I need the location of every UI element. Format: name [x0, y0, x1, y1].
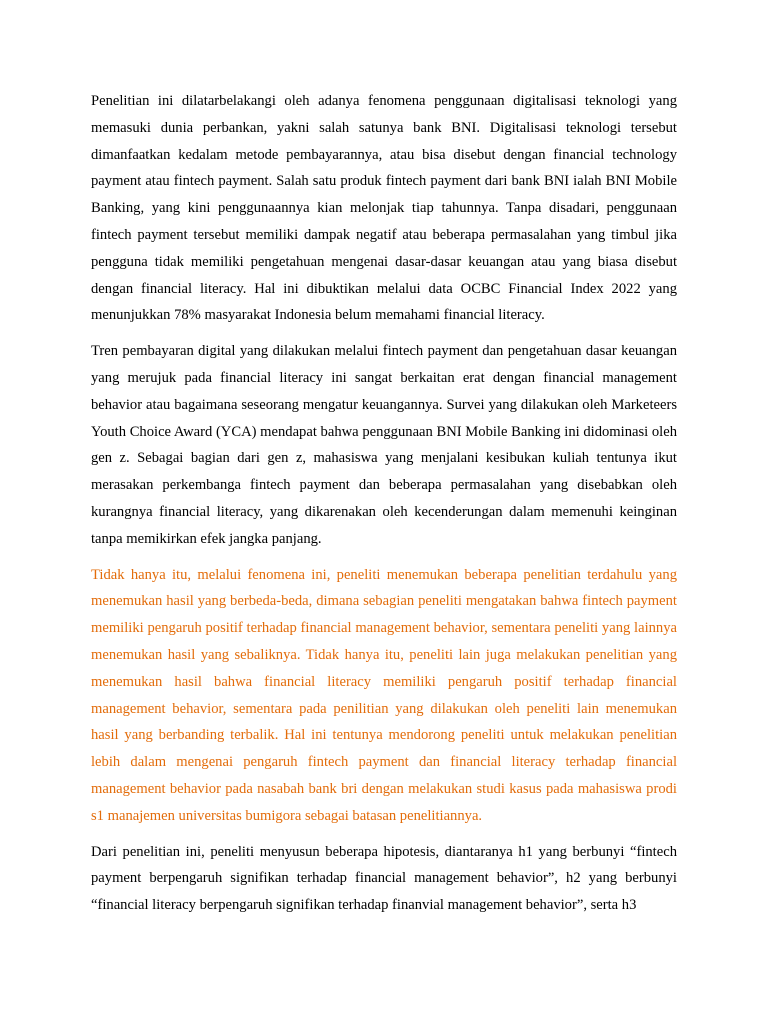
paragraph-hypotheses: Dari penelitian ini, peneliti menyusun beberapa hipotesis, diantaranya h1 yang berbunyi “fintech payment berpengaruh signifikan terhadap financial management behavior”, h2 yang berbunyi “financial literacy berpengaruh signifikan terhadap finanvial management behavior”, serta h3: [91, 843, 677, 914]
paragraph-background: Penelitian ini dilatarbelakangi oleh adanya fenomena penggunaan digitalisasi teknologi yang memasuki dunia perbankan, yakni salah satunya bank BNI. Digitalisasi teknologi tersebut dimanfaatkan kedalam metode pembayarannya, atau bisa disebut dengan financial technology payment atau fintech payment. Salah satu produk fintech payment dari bank BNI ialah BNI Mobile Banking, yang kini penggunaannya kian melonjak tiap tahunnya. Tanpa disadari, penggunaan fintech payment tersebut memiliki dampak negatif atau beberapa permasalahan yang timbul jika pengguna tidak memiliki pengetahuan mengenai dasar-dasar keuangan atau yang biasa disebut dengan financial literacy. Hal ini dibuktikan melalui data OCBC Financial Index 2022 yang menunjukkan 78% masyarakat Indonesia belum memahami financial literacy.: [91, 93, 677, 324]
paragraph-digital-payment-trend: Tren pembayaran digital yang dilakukan melalui fintech payment dan pengetahuan dasar keuangan yang merujuk pada financial literacy ini sangat berkaitan erat dengan financial management behavior atau bagaimana seseorang mengatur keuangannya. Survei yang dilakukan oleh Marketeers Youth Choice Award (YCA) mendapat bahwa penggunaan BNI Mobile Banking ini didominasi oleh gen z. Sebagai bagian dari gen z, mahasiswa yang menjalani kesibukan kuliah tentunya ikut merasakan perkembanga fintech payment dan beberapa permasalahan yang disebabkan oleh kurangnya financial literacy, yang dikarenakan oleh kecenderungan dalam memenuhi keinginan tanpa memikirkan efek jangka panjang.: [91, 343, 677, 547]
paragraph-highlighted-prior-research: Tidak hanya itu, melalui fenomena ini, peneliti menemukan beberapa penelitian terdahulu yang menemukan hasil yang berbeda-beda, dimana sebagian peneliti mengatakan bahwa fintech payment memiliki pengaruh positif terhadap financial management behavior, sementara peneliti yang lainnya menemukan hasil yang sebaliknya. Tidak hanya itu, peneliti lain juga melakukan penelitian yang menemukan hasil bahwa financial literacy memiliki pengaruh positif terhadap financial management behavior, sementara pada penilitian yang dilakukan oleh peneliti lain menemukan hasil yang berbanding terbalik. Hal ini tentunya mendorong peneliti untuk melakukan penelitian lebih dalam mengenai pengaruh fintech payment dan financial literacy terhadap financial management behavior pada nasabah bank bri dengan melakukan studi kasus pada mahasiswa prodi s1 manajemen universitas bumigora sebagai batasan penelitiannya.: [91, 566, 677, 824]
document-page: [91, 88, 677, 928]
